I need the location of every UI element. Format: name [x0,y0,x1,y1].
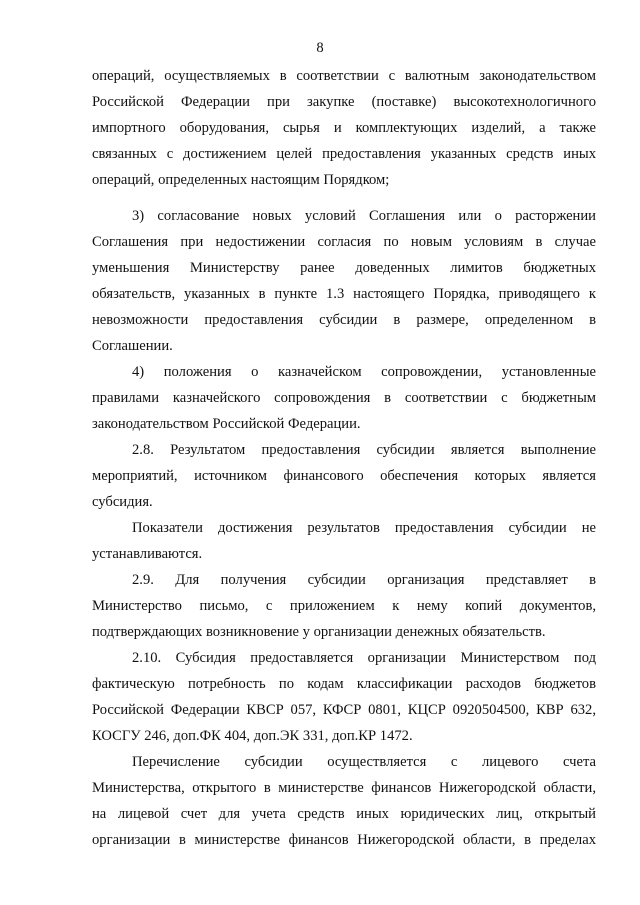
text-line: Российской Федерации КВСР 057, КФСР 0801, КЦСР 0920504500, КВР 632, [92,702,596,718]
text-line: устанавливаются. [92,546,203,562]
text-line: 2.9. Для получения субсидии организация представляет в [132,572,596,588]
text-line: уменьшения Министерству ранее доведенных лимитов бюджетных [92,260,596,276]
text-line: организации в министерстве финансов Нижегородской области, в пределах [92,832,596,848]
text-line: правилами казначейского сопровождения в соответствии с бюджетным [92,390,596,406]
text-line: субсидия. [92,494,153,510]
text-line: связанных с достижением целей предоставления указанных средств иных [92,146,596,162]
page-number: 8 [316,40,324,56]
text-line: КОСГУ 246, доп.ФК 404, доп.ЭК 331, доп.КР 1472. [92,728,413,744]
text-line: Перечисление субсидии осуществляется с лицевого счета [132,754,596,770]
text-line: законодательством Российской Федерации. [92,416,361,432]
text-line: операций, осуществляемых в соответствии с валютным законодательством [92,68,596,84]
text-line: Российской Федерации при закупке (поставке) высокотехнологичного [92,94,596,110]
text-line: 3) согласование новых условий Соглашения или о расторжении [132,208,596,224]
text-line: обязательств, указанных в пункте 1.3 настоящего Порядка, приводящего к [92,286,596,302]
text-line: Соглашения при недостижении согласия по новым условиям в случае [92,234,596,250]
text-line: Министерства, открытого в министерстве финансов Нижегородской области, [92,780,596,796]
text-line: импортного оборудования, сырья и комплектующих изделий, а также [92,120,596,136]
text-line: Соглашении. [92,338,173,354]
text-line: 4) положения о казначейском сопровождении, установленные [132,364,596,380]
text-line: 2.10. Субсидия предоставляется организации Министерством под [132,650,596,666]
text-line: мероприятий, источником финансового обеспечения которых является [92,468,596,484]
text-line: невозможности предоставления субсидии в размере, определенном в [92,312,596,328]
text-line: Показатели достижения результатов предоставления субсидии не [132,520,596,536]
text-line: 2.8. Результатом предоставления субсидии является выполнение [132,442,596,458]
text-line: Министерство письмо, с приложением к нему копий документов, [92,598,596,614]
text-line: операций, определенных настоящим Порядком; [92,172,390,188]
text-line: фактическую потребность по кодам классификации расходов бюджетов [92,676,596,692]
text-line: подтверждающих возникновение у организации денежных обязательств. [92,624,546,640]
text-line: на лицевой счет для учета средств иных юридических лиц, открытый [92,806,596,822]
